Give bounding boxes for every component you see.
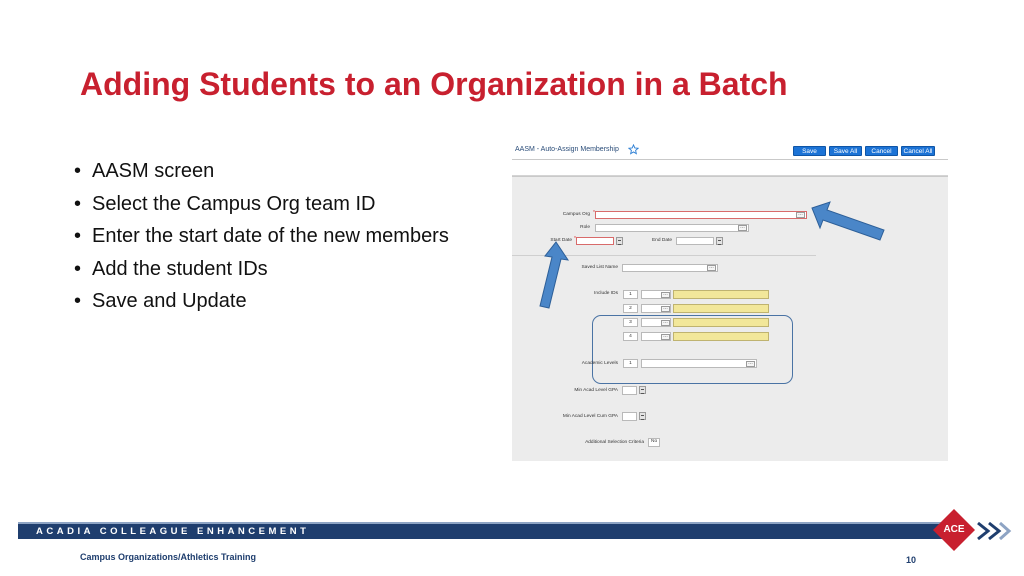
start-date-calendar-icon[interactable] (616, 237, 623, 245)
include-id-lookup-button[interactable]: … (663, 291, 668, 297)
include-id-lookup-button[interactable]: … (663, 319, 668, 325)
role-lookup-button[interactable]: … (740, 224, 745, 230)
bullet-item: • Select the Campus Org team ID (74, 192, 376, 215)
include-id-name-field (673, 332, 769, 341)
min-acad-level-gpa-label: Min Acad Level GPA (574, 388, 618, 393)
saved-list-name-field[interactable] (622, 264, 718, 272)
required-marker: * (593, 210, 595, 216)
additional-selection-criteria-label: Additional Selection Criteria (585, 440, 644, 445)
footer-course-title: Campus Organizations/Athletics Training (80, 552, 257, 562)
include-ids-row-number: 3 (623, 318, 638, 327)
favorite-star-icon[interactable] (628, 144, 639, 155)
footer-chevrons-icon (976, 521, 1012, 541)
callout-arrow-start-date (536, 240, 570, 310)
page-number: 10 (906, 555, 917, 565)
min-acad-level-cum-gpa-calculator-icon[interactable] (639, 412, 646, 420)
start-date-field[interactable] (576, 237, 614, 245)
role-field[interactable] (595, 224, 749, 232)
min-acad-level-cum-gpa-field[interactable] (622, 412, 637, 421)
bullet-text: Select the Campus Org team ID (92, 192, 376, 215)
bullet-item: • Add the student IDs (74, 257, 268, 280)
bullet-item: • Save and Update (74, 290, 247, 313)
bullet-text: AASM screen (92, 160, 215, 182)
additional-selection-criteria-value: No (651, 439, 658, 444)
include-ids-row-number: 1 (623, 290, 638, 299)
campus-org-label: Campus Org (562, 212, 590, 217)
academic-levels-lookup-button[interactable]: … (748, 360, 753, 366)
cancel-all-button[interactable]: Cancel All (901, 146, 935, 156)
form-title: AASM - Auto-Assign Membership (515, 146, 619, 153)
academic-levels-label: Academic Levels (581, 361, 618, 366)
required-marker: * (574, 236, 576, 242)
end-date-calendar-icon[interactable] (716, 237, 723, 245)
include-id-lookup-button[interactable]: … (663, 333, 668, 339)
min-acad-level-gpa-field[interactable] (622, 386, 637, 395)
saved-list-name-label: Saved List Name (581, 265, 618, 270)
form-header (512, 142, 948, 160)
additional-selection-criteria-field[interactable] (648, 438, 660, 447)
role-label: Role (580, 225, 590, 230)
ace-logo-text: ACE (943, 524, 965, 535)
include-id-name-field (673, 290, 769, 299)
include-id-name-field (673, 304, 769, 313)
end-date-field[interactable] (676, 237, 714, 245)
cancel-button[interactable]: Cancel (865, 146, 898, 156)
include-ids-row-number: 4 (623, 332, 638, 341)
form-toolbar-strip (512, 160, 948, 176)
saved-list-lookup-button[interactable]: … (709, 264, 714, 270)
bullet-item: • AASM screen (74, 160, 215, 182)
bullet-list (74, 155, 449, 318)
include-ids-label: Include IDs (594, 291, 618, 296)
slide-title: Adding Students to an Organization in a Batch (80, 66, 788, 102)
save-button[interactable]: Save (793, 146, 826, 156)
include-id-lookup-button[interactable]: … (663, 305, 668, 311)
bullet-text: Save and Update (92, 290, 247, 313)
save-all-button[interactable]: Save All (829, 146, 862, 156)
aasm-screenshot (512, 142, 948, 461)
end-date-label: End Date (651, 238, 672, 243)
callout-arrow-campus-org (806, 198, 888, 246)
bullet-text: Add the student IDs (92, 257, 268, 280)
min-acad-level-gpa-calculator-icon[interactable] (639, 386, 646, 394)
min-acad-level-cum-gpa-label: Min Acad Level Cum GPA (562, 414, 618, 419)
academic-levels-row-number: 1 (623, 359, 638, 368)
academic-levels-field[interactable] (641, 359, 757, 368)
campus-org-field[interactable] (595, 211, 807, 219)
start-date-label: Start Date (550, 238, 572, 243)
footer-band-text: ACADIA COLLEAGUE ENHANCEMENT (36, 526, 310, 537)
include-ids-row-number: 2 (623, 304, 638, 313)
bullet-item: • Enter the start date of the new members (74, 225, 449, 248)
campus-org-lookup-button[interactable]: … (798, 211, 803, 217)
bullet-text: Enter the start date of the new members (92, 225, 449, 248)
include-id-name-field (673, 318, 769, 327)
